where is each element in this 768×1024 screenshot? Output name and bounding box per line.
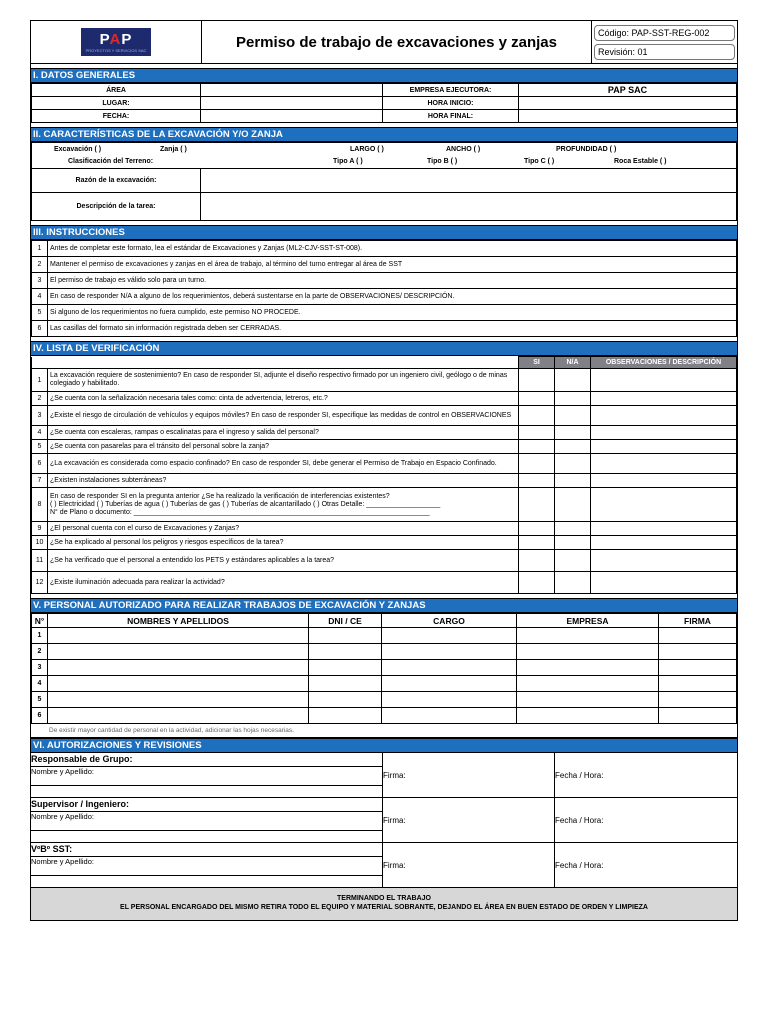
authorization-block xyxy=(31,753,737,798)
checklist-row xyxy=(32,488,737,522)
checklist-si-cell[interactable] xyxy=(519,536,555,550)
checklist-row xyxy=(32,522,737,536)
checklist-row xyxy=(32,454,737,474)
empresa-value[interactable]: PAP SAC xyxy=(519,84,737,97)
checklist-text: ¿Se cuenta con pasarelas para el tránsito del personal sobre la zanja? xyxy=(48,440,519,454)
instruction-row xyxy=(32,257,737,273)
authorization-block xyxy=(31,798,737,843)
checklist-si-cell[interactable] xyxy=(519,426,555,440)
dni-cell[interactable] xyxy=(309,628,382,644)
hora-inicio-field[interactable] xyxy=(519,97,737,110)
authorization-fecha-field[interactable]: Fecha / Hora: xyxy=(555,860,604,870)
razon-label: Razón de la excavación: xyxy=(32,169,201,193)
fecha-field[interactable] xyxy=(201,110,383,123)
roca-estable-option[interactable]: Roca Estable ( ) xyxy=(614,158,667,166)
closing-footer xyxy=(31,888,737,920)
checklist-text-line: En caso de responder SI en la pregunta anterior ¿Se ha realizado la verificación de interferencias existentes? xyxy=(50,492,390,500)
checklist-number: 4 xyxy=(32,426,48,440)
checklist-si-cell[interactable] xyxy=(519,406,555,426)
checklist-observaciones-cell[interactable] xyxy=(591,488,737,522)
col-firma: FIRMA xyxy=(659,614,737,628)
datos-generales-table xyxy=(31,83,737,123)
checklist-na-cell[interactable] xyxy=(555,572,591,594)
section-datos-generales: I. DATOS GENERALES xyxy=(31,68,737,83)
na-header: N/A xyxy=(555,357,591,369)
checklist-number: 1 xyxy=(32,369,48,392)
checklist-number: 3 xyxy=(32,406,48,426)
instruction-row xyxy=(32,241,737,257)
instruction-row xyxy=(32,321,737,337)
authorization-name-field[interactable]: Nombre y Apellido: xyxy=(31,767,382,786)
checklist-si-cell[interactable] xyxy=(519,550,555,572)
checklist-text: ¿Se ha explicado al personal los peligros y riesgos específicos de la tarea? xyxy=(48,536,519,550)
checklist-number: 5 xyxy=(32,440,48,454)
checklist-text: ¿Se cuenta con la señalización necesaria tales como: cinta de advertencia, letreros, etc.? xyxy=(48,392,519,406)
logo-cell xyxy=(31,21,202,63)
dni-cell[interactable] xyxy=(309,660,382,676)
instruction-number: 3 xyxy=(32,273,48,289)
firma-cell[interactable] xyxy=(659,692,737,708)
checklist-row xyxy=(32,440,737,454)
checklist-row xyxy=(32,406,737,426)
cargo-cell[interactable] xyxy=(382,644,517,660)
col-num: N° xyxy=(32,614,48,628)
largo-field[interactable]: LARGO ( ) xyxy=(350,145,384,153)
personal-table xyxy=(31,613,737,724)
checklist-observaciones-cell[interactable] xyxy=(591,440,737,454)
nombres-cell[interactable] xyxy=(48,628,309,644)
company-logo xyxy=(81,28,151,56)
col-empresa: EMPRESA xyxy=(517,614,659,628)
section-autorizaciones: VI. AUTORIZACIONES Y REVISIONES xyxy=(31,738,737,753)
dni-cell[interactable] xyxy=(309,708,382,724)
checklist-row xyxy=(32,474,737,488)
dimensions-row xyxy=(32,143,737,156)
empresa-cell[interactable] xyxy=(517,708,659,724)
instruction-text: Antes de completar este formato, lea el estándar de Excavaciones y Zanjas (ML2-CJV-SST-ST-008). xyxy=(48,241,737,257)
hora-inicio-label: HORA INICIO: xyxy=(383,97,519,110)
personal-row xyxy=(32,628,737,644)
checklist-text: ¿La excavación es considerada como espacio confinado? En caso de responder SI, debe generar el Permiso de Trabajo en Espacio Confinado. xyxy=(48,454,519,474)
checklist-observaciones-cell[interactable] xyxy=(591,536,737,550)
checklist-text: ¿Existe el riesgo de circulación de vehículos y equipos móviles? En caso de responder SI, especifique las medidas de control en OBSERVACIONES xyxy=(48,406,519,426)
personal-row-number: 5 xyxy=(32,692,48,708)
authorization-firma-field[interactable]: Firma: xyxy=(383,798,555,842)
checklist-na-cell[interactable] xyxy=(555,488,591,522)
checklist-na-cell[interactable] xyxy=(555,426,591,440)
checklist-number: 9 xyxy=(32,522,48,536)
checklist-si-cell[interactable] xyxy=(519,474,555,488)
instruction-number: 2 xyxy=(32,257,48,273)
checklist-na-cell[interactable] xyxy=(555,454,591,474)
checklist-row xyxy=(32,536,737,550)
profundidad-field[interactable]: PROFUNDIDAD ( ) xyxy=(556,145,617,153)
dni-cell[interactable] xyxy=(309,676,382,692)
checklist-si-cell[interactable] xyxy=(519,369,555,392)
checklist-row xyxy=(32,572,737,594)
authorization-name-area xyxy=(31,798,383,842)
personal-row xyxy=(32,644,737,660)
checklist-number: 11 xyxy=(32,550,48,572)
verificacion-table xyxy=(31,356,737,594)
authorization-name-field[interactable]: Nombre y Apellido: xyxy=(31,857,382,876)
checklist-number: 7 xyxy=(32,474,48,488)
section-personal: V. PERSONAL AUTORIZADO PARA REALIZAR TRABAJOS DE EXCAVACIÓN Y ZANJAS xyxy=(31,598,737,613)
authorization-heading: Responsable de Grupo: xyxy=(31,753,382,767)
section-caracteristicas: II. CARACTERÍSTICAS DE LA EXCAVACIÓN Y/O ZANJA xyxy=(31,127,737,142)
tipo-c-option[interactable]: Tipo C ( ) xyxy=(524,158,555,166)
checklist-na-cell[interactable] xyxy=(555,406,591,426)
empresa-cell[interactable] xyxy=(517,644,659,660)
checklist-row xyxy=(32,550,737,572)
cargo-cell[interactable] xyxy=(382,628,517,644)
empresa-cell[interactable] xyxy=(517,628,659,644)
code-cell xyxy=(592,21,737,63)
empresa-cell[interactable] xyxy=(517,660,659,676)
checklist-na-cell[interactable] xyxy=(555,392,591,406)
firma-cell[interactable] xyxy=(659,644,737,660)
checklist-number: 12 xyxy=(32,572,48,594)
empresa-cell[interactable] xyxy=(517,676,659,692)
terrain-row xyxy=(32,156,737,169)
col-nombres: NOMBRES Y APELLIDOS xyxy=(48,614,309,628)
checklist-text: ¿Se cuenta con escaleras, rampas o escalinatas para el ingreso y salida del personal? xyxy=(48,426,519,440)
nombres-cell[interactable] xyxy=(48,644,309,660)
instruction-text: Las casillas del formato sin información registrada deben ser CERRADAS. xyxy=(48,321,737,337)
instruction-row xyxy=(32,289,737,305)
fecha-label: FECHA: xyxy=(32,110,201,123)
personal-row-number: 4 xyxy=(32,676,48,692)
cargo-cell[interactable] xyxy=(382,692,517,708)
cargo-cell[interactable] xyxy=(382,660,517,676)
permit-form xyxy=(30,20,738,921)
checklist-observaciones-cell[interactable] xyxy=(591,454,737,474)
instruction-text: Si alguno de los requerimientos no fuera cumplido, este permiso NO PROCEDE. xyxy=(48,305,737,321)
empresa-label: EMPRESA EJECUTORA: xyxy=(383,84,519,97)
personal-row xyxy=(32,676,737,692)
checklist-observaciones-cell[interactable] xyxy=(591,406,737,426)
authorization-heading: VºBº SST: xyxy=(31,843,382,857)
descripcion-field[interactable] xyxy=(201,193,737,221)
checklist-si-cell[interactable] xyxy=(519,522,555,536)
form-header xyxy=(31,21,737,64)
instruction-number: 4 xyxy=(32,289,48,305)
checklist-na-cell[interactable] xyxy=(555,369,591,392)
section-lista-verificacion: IV. LISTA DE VERIFICACIÓN xyxy=(31,341,737,356)
nombres-cell[interactable] xyxy=(48,660,309,676)
personal-row-number: 3 xyxy=(32,660,48,676)
checklist-number: 6 xyxy=(32,454,48,474)
si-header: SI xyxy=(519,357,555,369)
firma-cell[interactable] xyxy=(659,628,737,644)
personal-row-number: 2 xyxy=(32,644,48,660)
authorization-fecha-field[interactable]: Fecha / Hora: xyxy=(555,770,604,780)
checklist-na-cell[interactable] xyxy=(555,440,591,454)
authorization-name-field[interactable]: Nombre y Apellido: xyxy=(31,812,382,831)
tipo-a-option[interactable]: Tipo A ( ) xyxy=(333,158,363,166)
personal-row xyxy=(32,660,737,676)
razon-field[interactable] xyxy=(201,169,737,193)
dni-cell[interactable] xyxy=(309,692,382,708)
firma-cell[interactable] xyxy=(659,708,737,724)
checklist-observaciones-cell[interactable] xyxy=(591,392,737,406)
checklist-text-line: N° de Plano o documento: ____________________________________________________________________________ xyxy=(50,508,430,516)
form-title: Permiso de trabajo de excavaciones y zanjas xyxy=(202,21,592,63)
nombres-cell[interactable] xyxy=(48,708,309,724)
instruction-text: El permiso de trabajo es válido solo para un turno. xyxy=(48,273,737,289)
checklist-number: 10 xyxy=(32,536,48,550)
excavacion-option[interactable]: Excavación ( ) xyxy=(54,145,102,153)
checklist-text-line: ( ) Electricidad ( ) Tuberías de agua ( ) Tuberías de gas ( ) Tuberías de alcantarillado ( ) Otras Detalle: ___________________ xyxy=(50,500,441,508)
authorization-block xyxy=(31,843,737,888)
instruction-text: En caso de responder N/A a alguno de los requerimientos, deberá sustentarse en la parte de OBSERVACIONES/ DESCRIPCIÓN. xyxy=(48,289,737,305)
checklist-observaciones-cell[interactable] xyxy=(591,550,737,572)
logo-text: PAP xyxy=(99,30,133,48)
cargo-cell[interactable] xyxy=(382,676,517,692)
checklist-text: ¿Se ha verificado que el personal a entendido los PETS y estándares aplicables a la tarea? xyxy=(48,550,519,572)
instruction-number: 5 xyxy=(32,305,48,321)
checklist-na-cell[interactable] xyxy=(555,474,591,488)
personal-row xyxy=(32,708,737,724)
firma-cell[interactable] xyxy=(659,660,737,676)
checklist-text xyxy=(48,488,519,522)
checklist-number: 2 xyxy=(32,392,48,406)
authorization-fecha-field[interactable]: Fecha / Hora: xyxy=(555,815,604,825)
form-code: Código: PAP-SST-REG-002 xyxy=(594,25,735,41)
lugar-field[interactable] xyxy=(201,97,383,110)
checklist-si-cell[interactable] xyxy=(519,440,555,454)
checklist-observaciones-cell[interactable] xyxy=(591,369,737,392)
nombres-cell[interactable] xyxy=(48,676,309,692)
checklist-text: ¿El personal cuenta con el curso de Excavaciones y Zanjas? xyxy=(48,522,519,536)
footer-line1: TERMINANDO EL TRABAJO xyxy=(337,895,431,902)
authorization-name-area xyxy=(31,843,383,887)
logo-subtext: PROYECTOS Y SERVICIOS SAC xyxy=(85,47,147,53)
nombres-cell[interactable] xyxy=(48,692,309,708)
clasificacion-label: Clasificación del Terreno: xyxy=(68,158,154,166)
checklist-observaciones-cell[interactable] xyxy=(591,522,737,536)
checklist-number: 8 xyxy=(32,488,48,522)
checklist-text: La excavación requiere de sostenimiento? En caso de responder SI, adjunte el diseño respectivo firmado por un ingeniero civil, geólogo o de minas colegiado y habilitado. xyxy=(48,369,519,392)
checklist-na-cell[interactable] xyxy=(555,550,591,572)
instruction-number: 6 xyxy=(32,321,48,337)
autorizaciones-block xyxy=(31,753,737,888)
checklist-si-cell[interactable] xyxy=(519,454,555,474)
checklist-text: ¿Existe iluminación adecuada para realizar la actividad? xyxy=(48,572,519,594)
checklist-row xyxy=(32,369,737,392)
footer-line2: EL PERSONAL ENCARGADO DEL MISMO RETIRA TODO EL EQUIPO Y MATERIAL SOBRANTE, DEJANDO EL ÁREA EN BUEN ESTADO DE ORDEN Y LIMPIEZA xyxy=(120,904,648,911)
authorization-firma-field[interactable]: Firma: xyxy=(383,753,555,797)
area-field[interactable] xyxy=(201,84,383,97)
instruction-row xyxy=(32,273,737,289)
ancho-field[interactable]: ANCHO ( ) xyxy=(446,145,481,153)
checklist-observaciones-cell[interactable] xyxy=(591,474,737,488)
checklist-row xyxy=(32,392,737,406)
firma-cell[interactable] xyxy=(659,676,737,692)
hora-final-field[interactable] xyxy=(519,110,737,123)
obs-header: OBSERVACIONES / DESCRIPCIÓN xyxy=(591,357,737,369)
caracteristicas-table xyxy=(31,142,737,221)
authorization-heading: Supervisor / Ingeniero: xyxy=(31,798,382,812)
instruction-number: 1 xyxy=(32,241,48,257)
col-cargo: CARGO xyxy=(382,614,517,628)
checklist-row xyxy=(32,426,737,440)
personal-row xyxy=(32,692,737,708)
checklist-text: ¿Existen instalaciones subterráneas? xyxy=(48,474,519,488)
authorization-firma-field[interactable]: Firma: xyxy=(383,843,555,887)
checklist-si-cell[interactable] xyxy=(519,572,555,594)
section-instrucciones: III. INSTRUCCIONES xyxy=(31,225,737,240)
area-label: ÁREA xyxy=(32,84,201,97)
instruction-row xyxy=(32,305,737,321)
dni-cell[interactable] xyxy=(309,644,382,660)
checklist-si-cell[interactable] xyxy=(519,392,555,406)
col-dni: DNI / CE xyxy=(309,614,382,628)
personal-note: De existir mayor cantidad de personal en la actividad, adicionar las hojas necesarias. xyxy=(31,724,737,738)
checklist-na-cell[interactable] xyxy=(555,522,591,536)
zanja-option[interactable]: Zanja ( ) xyxy=(160,145,187,153)
cargo-cell[interactable] xyxy=(382,708,517,724)
lugar-label: LUGAR: xyxy=(32,97,201,110)
instrucciones-table xyxy=(31,240,737,337)
authorization-name-area xyxy=(31,753,383,797)
checklist-na-cell[interactable] xyxy=(555,536,591,550)
descripcion-label: Descripción de la tarea: xyxy=(32,193,201,221)
checklist-observaciones-cell[interactable] xyxy=(591,426,737,440)
tipo-b-option[interactable]: Tipo B ( ) xyxy=(427,158,458,166)
instruction-text: Mantener el permiso de excavaciones y zanjas en el área de trabajo, al término del turno entregar al área de SST xyxy=(48,257,737,273)
form-revision: Revisión: 01 xyxy=(594,44,735,60)
empresa-cell[interactable] xyxy=(517,692,659,708)
checklist-observaciones-cell[interactable] xyxy=(591,572,737,594)
checklist-si-cell[interactable] xyxy=(519,488,555,522)
hora-final-label: HORA FINAL: xyxy=(383,110,519,123)
personal-row-number: 1 xyxy=(32,628,48,644)
personal-row-number: 6 xyxy=(32,708,48,724)
